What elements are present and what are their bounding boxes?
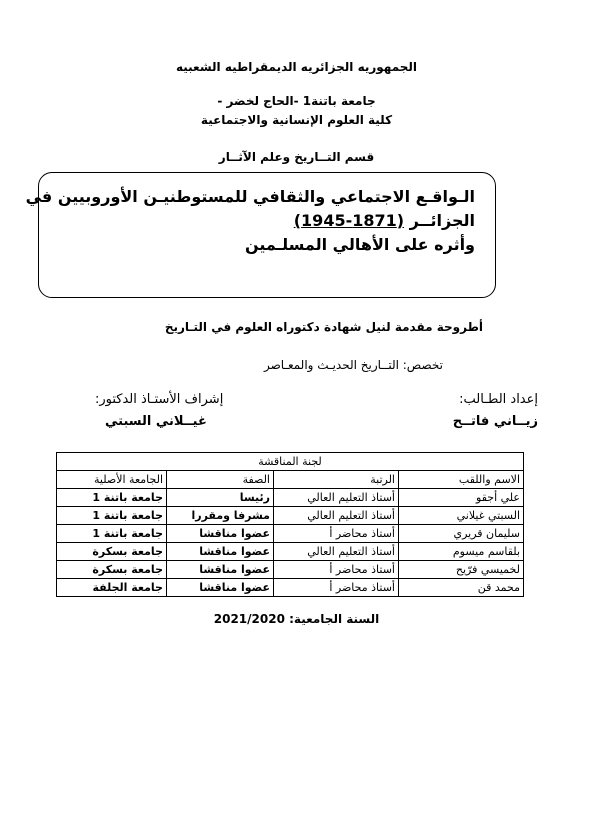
department-name: قسم التــاريخ وعلم الآثــار — [218, 150, 375, 164]
republic-name: الجمهوريه الجزائريه الديمقراطيه الشعبيه — [175, 60, 418, 74]
title-years: (1871-1945) — [293, 211, 405, 230]
jury-caption-row — [57, 453, 524, 471]
title-line-3: وأثره على الأهالي المسلـمين — [244, 235, 475, 254]
jury-member-name: السبتي غيلاني — [399, 507, 524, 525]
jury-member-rank: أستاذ التعليم العالي — [274, 543, 399, 561]
jury-member-university: جامعة بسكرة — [57, 543, 167, 561]
col-header-university: الجامعة الأصلية — [57, 471, 167, 489]
table-row — [57, 543, 524, 561]
jury-header-row — [57, 471, 524, 489]
table-row — [57, 507, 524, 525]
thesis-title-box — [25, 172, 496, 298]
title-line-2-prefix: الجزائــر — [409, 211, 475, 230]
jury-caption: لجنة المناقشة — [57, 453, 524, 471]
jury-member-name: سليمان قريري — [399, 525, 524, 543]
table-row — [57, 561, 524, 579]
jury-member-role: مشرفا ومقررا — [167, 507, 274, 525]
jury-member-university: جامعة الجلفة — [57, 579, 167, 597]
jury-member-name: محمد قن — [399, 579, 524, 597]
title-line-1: الـواقـع الاجتماعي والثقافي للمستوطنيـن الأوروبيين في — [25, 187, 475, 206]
faculty-name: كلية العلوم الإنسانية والاجتماعية — [200, 113, 393, 127]
jury-member-name: بلقاسم ميسوم — [399, 543, 524, 561]
jury-table — [56, 452, 524, 597]
table-row — [57, 579, 524, 597]
col-header-role: الصفة — [167, 471, 274, 489]
jury-member-rank: أستاذ محاضر أ — [274, 525, 399, 543]
jury-member-role: عضوا مناقشا — [167, 525, 274, 543]
thesis-statement: أطروحة مقدمة لنيل شهادة دكتوراه العلوم في التـاريخ — [164, 320, 483, 334]
jury-member-rank: أستاذ محاضر أ — [274, 561, 399, 579]
supervisor-name: غيــلاني السبتي — [105, 414, 207, 429]
university-name: جامعة باتنة1 -الحاج لخضر - — [217, 94, 376, 108]
academic-year: السنة الجامعية: 2021/2020 — [213, 612, 380, 626]
student-label: إعداد الطـالب: — [459, 392, 538, 407]
jury-member-role: عضوا مناقشا — [167, 561, 274, 579]
jury-member-rank: أستاذ التعليم العالي — [274, 489, 399, 507]
jury-member-name: لخميسي فرّيح — [399, 561, 524, 579]
title-line-2 — [59, 209, 475, 233]
table-row — [57, 525, 524, 543]
student-name: زيــاني فاتــح — [452, 414, 538, 429]
jury-member-university: جامعة باتنة 1 — [57, 507, 167, 525]
jury-member-role: عضوا مناقشا — [167, 543, 274, 561]
jury-member-role: عضوا مناقشا — [167, 579, 274, 597]
jury-member-rank: أستاذ التعليم العالي — [274, 507, 399, 525]
jury-member-role: رئيسا — [167, 489, 274, 507]
jury-member-university: جامعة باتنة 1 — [57, 525, 167, 543]
col-header-name: الاسم واللقب — [399, 471, 524, 489]
jury-member-name: علي أجقو — [399, 489, 524, 507]
supervisor-label: إشراف الأستـاذ الدكتور: — [95, 392, 224, 407]
table-row — [57, 489, 524, 507]
col-header-rank: الرتبة — [274, 471, 399, 489]
jury-member-university: جامعة بسكرة — [57, 561, 167, 579]
jury-member-rank: أستاذ محاضر أ — [274, 579, 399, 597]
specialty: تخصص: التــاريخ الحديـث والمعـاصر — [263, 358, 443, 372]
jury-member-university: جامعة باتنة 1 — [57, 489, 167, 507]
